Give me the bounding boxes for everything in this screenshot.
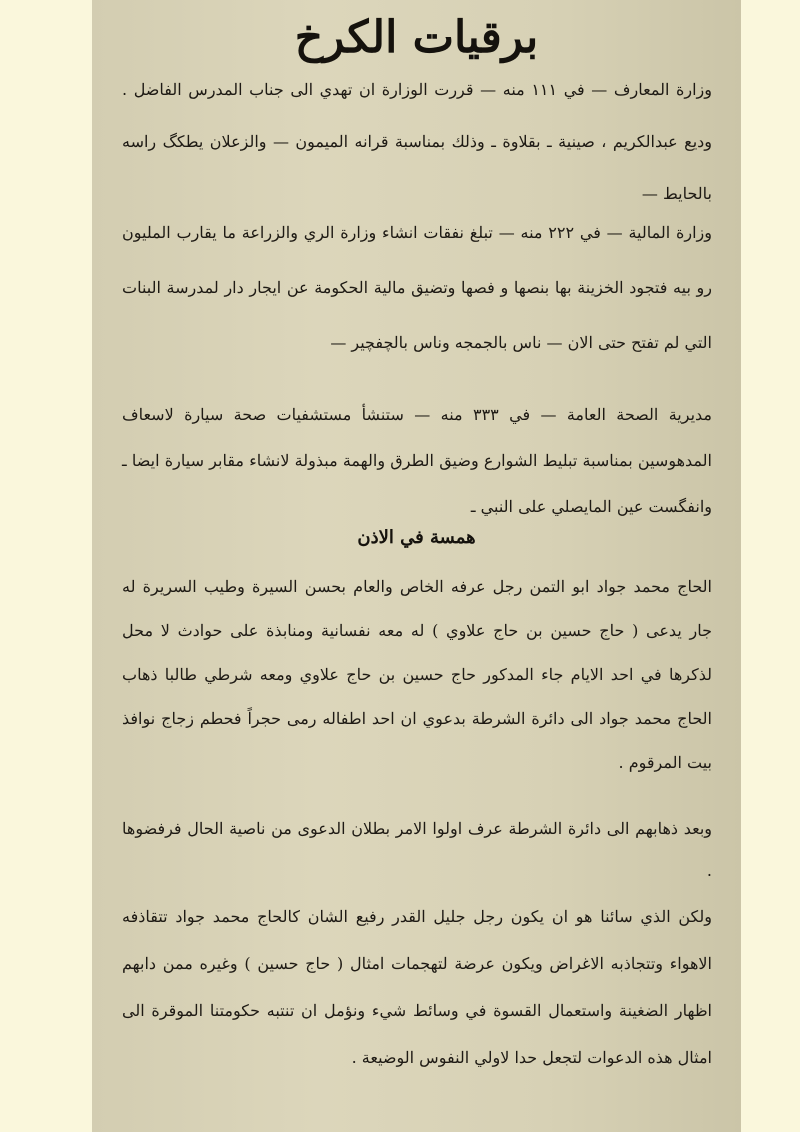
page-title: برقيات الكرخ [294,12,539,63]
news-item-ministry-of-education: وزارة المعارف — في ١١١ منه — قررت الوزارة ان تهدي الى جناب المدرس الفاضل . وديع عبدالكريم ، صينية ـ بقلاوة ـ وذلك بمناسبة قرانه الميمون — والزعلان يطكگ راسه بالحايط — [122,80,712,203]
right-page-margin [741,0,800,1132]
newspaper-clipping [92,0,741,1132]
story-paragraph: وبعد ذهابهم الى دائرة الشرطة عرف اولوا الامر بطلان الدعوى من ناصية الحال فرفضوها . [122,819,712,880]
story-paragraph: الحاج محمد جواد ابو التمن رجل عرفه الخاص والعام بحسن السيرة وطيب السريرة له جار يدعى ( حاج حسين بن حاج علاوي ) له معه نفسانية ومنابذة على حوادث لا محل لذكرها في احد الايام جاء المدكور حاج حسين بن حاج علاوي ومعه شرطي طالبا ذهاب الحاج محمد جواد الى دائرة الشرطة بدعوي ان احد اطفاله رمى حجراً فحطم زجاج نوافذ بيت المرقوم . [122,577,713,772]
story-paragraph: ولكن الذي سائنا هو ان يكون رجل جليل القدر رفيع الشان كالحاج محمد جواد تتقاذفه الاهواء وتتجاذبه الاغراض ويكون عرضة لتهجمات امثال ( حاج حسين ) وغيره ممن دابهم اظهار الضغينة واستعمال القسوة في وسائط شيء ونؤمل ان تنتبه حكومتنا الموقرة الى امثال هذه الدعوات لتجعل حدا لاولي النفوس الوضيعة . [122,907,713,1067]
news-item-ministry-of-finance: وزارة المالية — في ٢٢٢ منه — تبلغ نفقات انشاء وزارة الري والزراعة ما يقارب المليون رو بيه فتجود الخزينة بها بنصها و فصها وتضيق مالية الحكومة عن ايجار دار لمدرسة البنات التي لم تفتح حتى الان — ناس بالجمجه وناس بالچفچير — [122,223,713,352]
section-heading: همسة في الاذن [357,527,476,548]
news-item-public-health: مديرية الصحة العامة — في ٣٣٣ منه — ستنشأ مستشفيات صحة سيارة لاسعاف المدهوسين بمناسبة تبليط الشوارع وضيق الطرق والهمة مبذولة لانشاء مقابر سيارة ايضا ـ وانفگست عين المايصلي على النبي ـ [122,405,713,516]
left-page-margin [0,0,92,1132]
